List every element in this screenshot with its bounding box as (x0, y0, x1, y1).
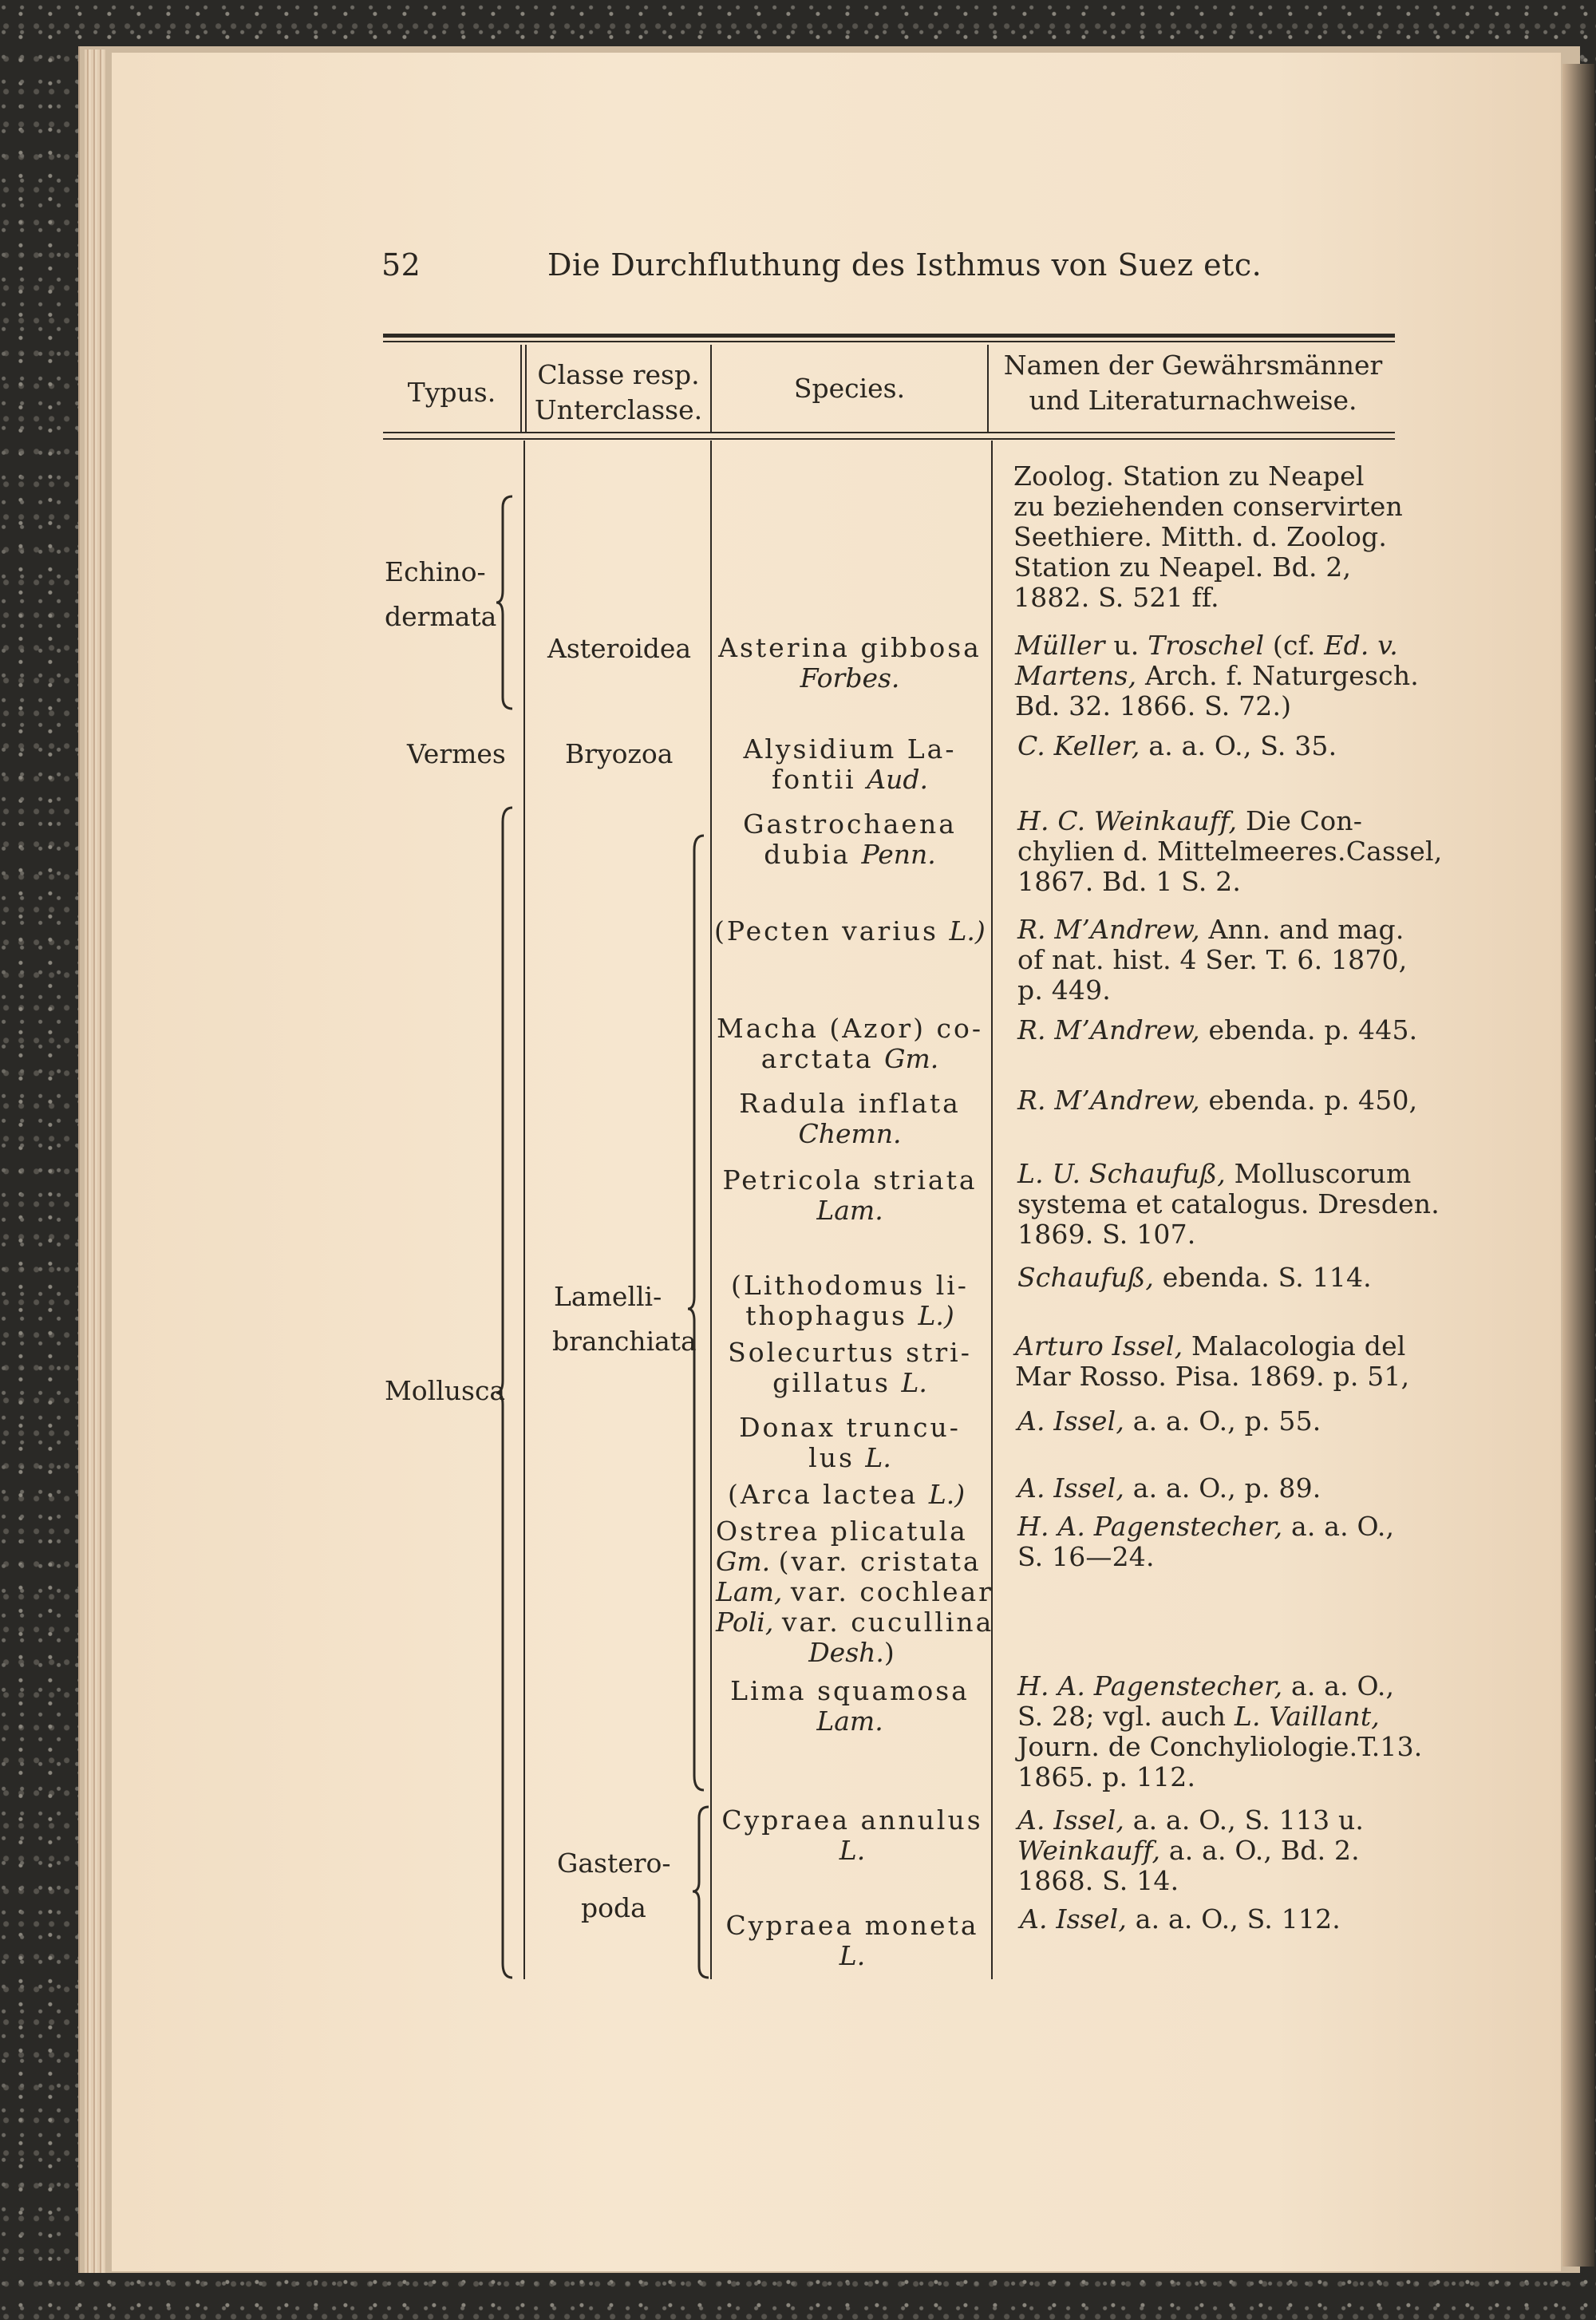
ref-6-author: R. M’Andrew, (1017, 1014, 1200, 1045)
species-ostrea (716, 1516, 994, 1668)
species-gastrochaena-author: Penn. (861, 839, 936, 870)
table-header-rule (383, 432, 1395, 433)
species-ostrea-line2 (716, 1547, 994, 1577)
species-lithodomus-author: L.) (918, 1300, 954, 1331)
ref-2-sep: u. (1104, 630, 1148, 661)
species-ostrea-var1: (var. cristata (778, 1546, 982, 1577)
species-cypraea-moneta (717, 1911, 988, 1971)
ref-issel-3 (1017, 1473, 1321, 1504)
species-solecurtus-author: L. (901, 1367, 927, 1398)
ref-10-line2: Mar Rosso. Pisa. 1869. p. 51, (1015, 1361, 1410, 1392)
ref-zoolog-station (1013, 461, 1403, 613)
ref-8-author: L. U. Schaufuß, (1017, 1158, 1226, 1189)
typus-echino-line1: Echino- (385, 556, 486, 587)
species-gastrochaena-epithet: dubia (764, 839, 851, 870)
body-col-sep-2 (710, 441, 712, 1979)
ref-15-line3: 1868. S. 14. (1017, 1865, 1179, 1896)
ref-15-text: a. a. O., S. 113 u. (1124, 1804, 1365, 1836)
ref-2-line3: Bd. 32. 1866. S. 72.) (1015, 690, 1292, 721)
ref-1-line4: Station zu Neapel. Bd. 2, (1013, 551, 1352, 583)
species-lithodomus-epithet: thophagus (745, 1300, 907, 1331)
column-header-species: Species. (793, 373, 906, 404)
ref-15-line2 (1017, 1836, 1364, 1866)
ref-6-text: ebenda. p. 445. (1199, 1014, 1418, 1045)
ref-11-text: a. a. O., p. 55. (1124, 1405, 1321, 1437)
ref-weinkauff (1017, 806, 1442, 897)
ref-2-line2 (1015, 661, 1419, 691)
page-title: Die Durchfluthung des Isthmus von Suez etc. (547, 247, 1262, 283)
species-macha-author: Gm. (884, 1043, 939, 1074)
body-col-sep-3 (991, 441, 993, 1979)
species-lima-name: Lima squamosa (730, 1675, 970, 1706)
species-gastrochaena (714, 809, 986, 870)
ref-8-text: Molluscorum (1225, 1158, 1412, 1189)
ref-7-text: ebenda. p. 450, (1199, 1085, 1418, 1116)
ref-1-line3: Seethiere. Mitth. d. Zoolog. (1013, 521, 1388, 552)
class-gastero-line1: Gastero- (557, 1848, 671, 1879)
running-header (381, 247, 1283, 295)
ref-5-text: Ann. and mag. (1199, 914, 1404, 945)
page-gutter-shadow (1562, 64, 1594, 2267)
species-lima (714, 1676, 986, 1737)
ref-5-line2: of nat. hist. 4 Ser. T. 6. 1870, (1017, 944, 1408, 975)
ref-pagenstecher-2 (1017, 1671, 1422, 1792)
ref-16-author: A. Issel, (1020, 1903, 1128, 1935)
ref-schaufuss-1 (1017, 1159, 1440, 1250)
species-gastrochaena-name: Gastrochaena (743, 808, 957, 840)
typus-vermes: Vermes (407, 738, 506, 769)
species-ostrea-var2: var. cochlear (790, 1576, 994, 1607)
typus-echinodermata (385, 557, 496, 632)
species-gastrochaena-line2 (714, 840, 986, 870)
ref-2-author3b: Martens, (1015, 660, 1137, 691)
body-col-sep-1 (523, 441, 525, 1979)
ref-8-line2: systema et catalogus. Dresden. (1017, 1188, 1440, 1219)
species-ostrea-close: ) (883, 1637, 895, 1668)
ref-13-author: H. A. Pagenstecher, (1017, 1511, 1283, 1542)
ref-1-line2: zu beziehenden conservirten (1013, 491, 1403, 522)
ref-14-line4: 1865. p. 112. (1017, 1761, 1196, 1792)
class-lamelli-line1: Lamelli- (554, 1281, 662, 1312)
ref-10-text: Malacologia del (1183, 1330, 1406, 1362)
ref-5-author: R. M’Andrew, (1017, 914, 1200, 945)
page-number: 52 (381, 247, 421, 283)
species-solecurtus-line2 (714, 1368, 986, 1398)
brace-echinodermata (495, 495, 519, 710)
species-alysidium-name: Alysidium La- (743, 733, 957, 765)
species-macha-epithet: arctata (760, 1043, 874, 1074)
species-radula-name: Radula inflata (739, 1088, 961, 1119)
species-cypraea-annulus (717, 1805, 988, 1866)
ref-14-text: a. a. O., (1282, 1670, 1395, 1701)
ref-16-text: a. a. O., S. 112. (1127, 1903, 1341, 1935)
ref-8-line3: 1869. S. 107. (1017, 1219, 1196, 1250)
species-macha-name: Macha (Azor) co- (717, 1013, 983, 1044)
species-ostrea-line5 (716, 1638, 987, 1668)
species-ostrea-author: Gm. (716, 1546, 771, 1577)
ref-8-line1 (1017, 1159, 1440, 1189)
species-solecurtus-name: Solecurtus stri- (728, 1337, 972, 1368)
column-header-classe (527, 358, 710, 428)
species-donax (714, 1413, 986, 1473)
ref-5-line3: p. 449. (1017, 974, 1111, 1006)
species-radula (714, 1089, 986, 1149)
ref-2-author1: Müller (1015, 630, 1105, 661)
ref-2-journal: Arch. f. Naturgesch. (1136, 660, 1419, 691)
ref-14-line3: Journ. de Conchyliologie.T.13. (1017, 1731, 1423, 1762)
class-gastero-line2: poda (581, 1892, 646, 1923)
species-alysidium-epithet: fontii (772, 764, 856, 795)
species-donax-epithet: lus (808, 1442, 855, 1473)
ref-10-author: Arturo Issel, (1015, 1330, 1183, 1362)
ref-2-author2: Troschel (1148, 630, 1265, 661)
species-pecten-name: (Pecten varius (714, 915, 938, 947)
ref-issel-weinkauff (1017, 1805, 1364, 1896)
species-solecurtus-epithet: gillatus (772, 1367, 891, 1398)
ref-14-line1 (1017, 1671, 1422, 1701)
species-donax-name: Donax truncu- (739, 1412, 961, 1443)
species-cypraea-moneta-name: Cypraea moneta (725, 1910, 979, 1941)
class-lamellibranchiata (552, 1282, 697, 1357)
ref-12-author: A. Issel, (1017, 1472, 1125, 1504)
species-lithodomus-name: (Lithodomus li- (731, 1270, 969, 1301)
ref-11-author: A. Issel, (1017, 1405, 1125, 1437)
species-ostrea-line3 (716, 1577, 994, 1607)
table-top-rule (383, 334, 1395, 338)
ref-4-line2: chylien d. Mittelmeeres.Cassel, (1017, 836, 1443, 867)
species-lithodomus (714, 1271, 986, 1331)
column-header-namen-line2: und Literaturnachweise. (1029, 385, 1357, 416)
ref-2-cf: (cf. (1264, 630, 1325, 661)
ref-9-text: ebenda. S. 114. (1154, 1262, 1372, 1293)
column-header-classe-line2: Unterclasse. (534, 394, 703, 425)
ref-issel-1 (1015, 1331, 1409, 1392)
species-alysidium (714, 734, 986, 795)
species-solecurtus (714, 1338, 986, 1398)
ref-2-author3: Ed. v. (1324, 630, 1398, 661)
species-arca (728, 1480, 965, 1510)
header-col-sep-3 (987, 345, 989, 433)
ref-4-line1 (1017, 806, 1442, 836)
species-donax-line2 (714, 1443, 986, 1473)
species-ostrea-name: Ostrea plicatula (716, 1516, 968, 1547)
ref-14-author2: L. Vaillant, (1234, 1701, 1380, 1732)
ref-keller (1017, 731, 1337, 761)
ref-mandrew-3 (1017, 1085, 1417, 1116)
ref-15-text2: a. a. O., Bd. 2. (1160, 1835, 1360, 1866)
column-header-namen-line1: Namen der Gewährsmänner (1003, 350, 1383, 381)
species-petricola (714, 1165, 986, 1226)
species-ostrea-var1-author: Lam, (716, 1576, 783, 1607)
ref-14-vgl: S. 28; vgl. auch (1017, 1701, 1235, 1732)
species-ostrea-var2-author: Poli, (716, 1607, 774, 1638)
ref-issel-4 (1020, 1904, 1341, 1935)
ref-2-line1 (1015, 630, 1419, 661)
ref-15-line1 (1017, 1805, 1364, 1836)
species-macha (714, 1014, 986, 1074)
species-radula-author: Chemn. (798, 1118, 902, 1149)
ref-issel-2 (1017, 1406, 1321, 1437)
ref-15-author: A. Issel, (1017, 1804, 1125, 1836)
species-asterina-author: Forbes. (800, 662, 900, 694)
ref-4-line3: 1867. Bd. 1 S. 2. (1017, 866, 1242, 897)
ref-1-line1: Zoolog. Station zu Neapel (1013, 460, 1365, 492)
column-header-namen (990, 348, 1396, 418)
table-header-rule-2 (383, 438, 1395, 440)
typus-echino-line2: dermata (385, 601, 497, 632)
ref-12-text: a. a. O., p. 89. (1124, 1472, 1321, 1504)
brace-gasteropoda (691, 1805, 713, 1979)
species-alysidium-line2 (714, 765, 986, 795)
species-ostrea-var3: var. cucullina (781, 1607, 994, 1638)
ref-14-line2 (1017, 1701, 1422, 1732)
ref-1-line5: 1882. S. 521 ff. (1013, 582, 1219, 613)
species-asterina-name: Asterina gibbosa (718, 632, 982, 663)
species-arca-author: L.) (928, 1479, 966, 1510)
ref-4-text: Die Con- (1237, 805, 1363, 836)
ref-13-line2: S. 16—24. (1017, 1541, 1155, 1572)
ref-14-author: H. A. Pagenstecher, (1017, 1670, 1283, 1701)
ref-mandrew-1 (1017, 915, 1407, 1006)
species-asterina (714, 633, 986, 694)
typus-mollusca: Mollusca (385, 1375, 506, 1406)
species-arca-name: (Arca lactea (728, 1479, 918, 1510)
class-asteroidea: Asteroidea (547, 633, 692, 664)
ref-9-author: Schaufuß, (1017, 1262, 1155, 1293)
class-gasteropoda (557, 1848, 671, 1923)
ref-13-text: a. a. O., (1282, 1511, 1395, 1542)
ref-10-line1 (1015, 1331, 1409, 1362)
header-col-sep-1 (520, 345, 522, 433)
species-pecten-author: L.) (949, 915, 986, 947)
ref-7-author: R. M’Andrew, (1017, 1085, 1200, 1116)
ref-schaufuss-2 (1017, 1263, 1372, 1293)
species-lithodomus-line2 (714, 1301, 986, 1331)
species-petricola-name: Petricola striata (722, 1164, 978, 1196)
class-bryozoa: Bryozoa (565, 738, 674, 769)
species-donax-author: L. (865, 1442, 891, 1473)
ref-mueller-troschel (1015, 630, 1419, 721)
species-cypraea-moneta-author: L. (839, 1940, 866, 1971)
column-header-typus: Typus. (407, 377, 496, 408)
species-ostrea-line4 (716, 1607, 994, 1638)
ref-3-text: a. a. O., S. 35. (1140, 730, 1337, 761)
class-lamelli-line2: branchiata (552, 1326, 697, 1357)
species-alysidium-author: Aud. (867, 764, 928, 795)
species-ostrea-var3-author: Desh. (808, 1637, 884, 1668)
ref-mandrew-2 (1017, 1015, 1417, 1045)
species-petricola-author: Lam. (816, 1195, 883, 1226)
ref-3-author: C. Keller, (1017, 730, 1140, 761)
species-cypraea-annulus-author: L. (839, 1835, 866, 1866)
ref-13-line1 (1017, 1512, 1394, 1542)
ref-4-author: H. C. Weinkauff, (1017, 805, 1238, 836)
column-header-classe-line1: Classe resp. (537, 359, 700, 390)
species-macha-line2 (714, 1044, 986, 1074)
ref-15-author2: Weinkauff, (1017, 1835, 1161, 1866)
species-lima-author: Lam. (816, 1705, 883, 1737)
ref-5-line1 (1017, 915, 1407, 945)
species-pecten (714, 916, 986, 947)
ref-pagenstecher-1 (1017, 1512, 1394, 1572)
table-top-rule-thin (383, 341, 1395, 342)
species-cypraea-annulus-name: Cypraea annulus (721, 1804, 983, 1836)
